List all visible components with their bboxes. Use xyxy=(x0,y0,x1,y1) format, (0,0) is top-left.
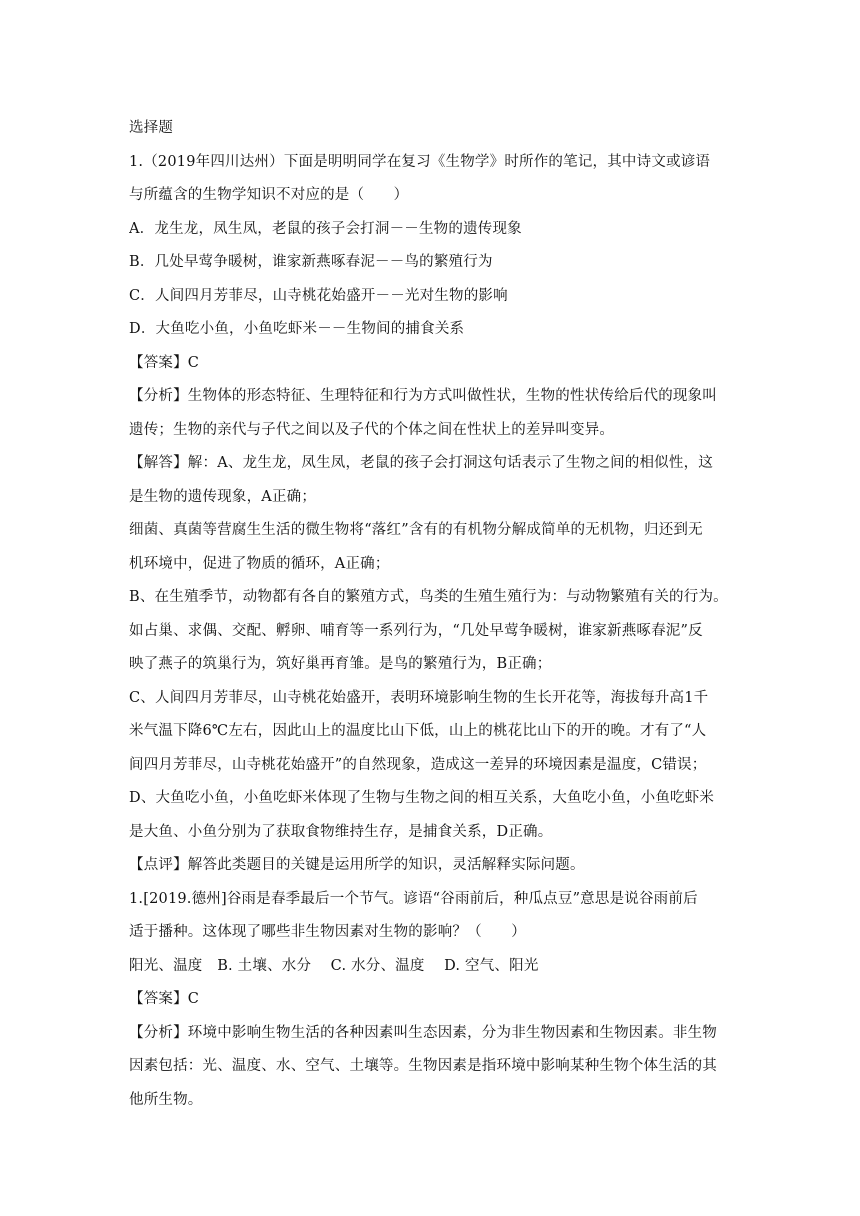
question-1-analysis-line-1: 【分析】生物体的形态特征、生理特征和行为方式叫做性状，生物的性状传给后代的现象叫 xyxy=(129,388,717,404)
question-1-answer: 【答案】C xyxy=(129,354,200,371)
question-1-solution-line-3: 细菌、真菌等营腐生生活的微生物将“落红”含有的有机物分解成简单的无机物，归还到无 xyxy=(129,522,703,538)
question-2-options: 阳光、温度 B. 土壤、水分 C. 水分、温度 D. 空气、阳光 xyxy=(129,957,539,974)
question-1-solution-line-7: 映了燕子的筑巢行为，筑好巢再育雏。是鸟的繁殖行为，B正确； xyxy=(129,656,552,672)
question-1-option-d: D．大鱼吃小鱼，小鱼吃虾米－－生物间的捕食关系 xyxy=(129,321,465,337)
question-1-option-a: A．龙生龙，凤生凤，老鼠的孩子会打洞－－生物的遗传现象 xyxy=(129,220,522,237)
question-1-solution-line-5: B、在生殖季节，动物都有各自的繁殖方式，鸟类的生殖生殖行为：与动物繁殖有关的行为。 xyxy=(129,589,728,605)
question-1-option-b: B．几处早莺争暖树，谁家新燕啄春泥－－鸟的繁殖行为 xyxy=(129,254,493,270)
question-1-solution-line-2: 是生物的遗传现象，A正确； xyxy=(129,488,317,505)
question-2-analysis-line-2: 因素包括：光、温度、水、空气、土壤等。生物因素是指环境中影响某种生物个体生活的其 xyxy=(129,1058,717,1074)
question-2-analysis-line-3: 他所生物。 xyxy=(129,1091,203,1108)
question-1-solution-line-12: 是大鱼、小鱼分别为了获取食物维持生存，是捕食关系，D正确。 xyxy=(129,823,553,840)
question-1-comment: 【点评】解答此类题目的关键是运用所学的知识，灵活解释实际问题。 xyxy=(129,857,585,873)
question-1-solution-line-10: 间四月芳菲尽，山寺桃花始盛开”的自然现象，造成这一差异的环境因素是温度，C错误； xyxy=(129,756,707,773)
question-1-stem-line-2: 与所蕴含的生物学知识不对应的是（ ） xyxy=(129,187,409,203)
question-2-analysis-line-1: 【分析】环境中影响生物生活的各种因素叫生态因素，分为非生物因素和生物因素。非生物 xyxy=(129,1024,717,1041)
question-2-answer: 【答案】C xyxy=(129,991,200,1007)
question-1-solution-line-6: 如占巢、求偶、交配、孵卵、哺育等一系列行为，“几处早莺争暖树，谁家新燕啄春泥”反 xyxy=(129,622,703,639)
question-1-solution-line-4: 机环境中，促进了物质的循环，A正确； xyxy=(129,555,390,572)
question-1-solution-line-11: D、大鱼吃小鱼，小鱼吃虾米体现了生物与生物之间的相互关系，大鱼吃小鱼，小鱼吃虾米 xyxy=(129,790,715,806)
question-1-analysis-line-2: 遗传；生物的亲代与子代之间以及子代的个体之间在性状上的差异叫变异。 xyxy=(129,421,615,438)
question-1-solution-line-9: 米气温下降6℃左右，因此山上的温度比山下低，山上的桃花比山下的开的晚。才有了“人 xyxy=(129,723,707,739)
question-1-stem-line-1: 1.（2019年四川达州）下面是明明同学在复习《生物学》时所作的笔记，其中诗文或谚语 xyxy=(129,153,711,170)
section-heading: 选择题 xyxy=(129,120,174,136)
question-1-solution-line-8: C、人间四月芳菲尽，山寺桃花始盛开，表明环境影响生物的生长开花等，海拔每升高1千 xyxy=(129,689,709,706)
question-2-stem-line-2: 适于播种。这体现了哪些非生物因素对生物的影响？（ ） xyxy=(129,924,526,940)
question-1-option-c: C．人间四月芳菲尽，山寺桃花始盛开－－光对生物的影响 xyxy=(129,287,508,304)
document-body xyxy=(129,112,733,1117)
question-1-solution-line-1: 【解答】解：A、龙生龙，凤生凤，老鼠的孩子会打洞这句话表示了生物之间的相似性，这 xyxy=(129,455,713,471)
question-2-stem-line-1: 1.[2019.德州]谷雨是春季最后一个节气。谚语“谷雨前后，种瓜点豆”意思是说谷雨前后 xyxy=(129,890,698,907)
